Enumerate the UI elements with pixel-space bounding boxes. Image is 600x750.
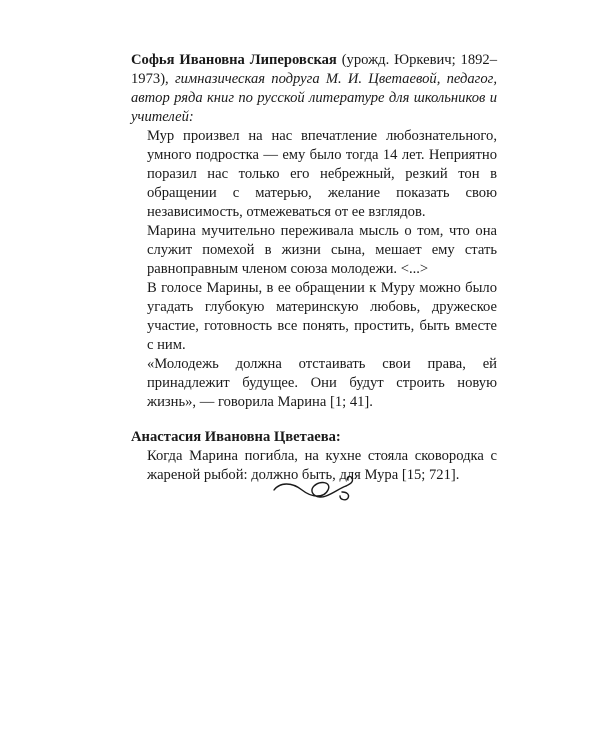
author-name: Анастасия Ивановна Цветаева: — [131, 429, 341, 445]
entry-body — [131, 127, 497, 412]
author-name: Софья Ивановна Липеровская — [131, 52, 337, 68]
author-dates: (урожд. Юркевич; 1892–1973), — [131, 52, 498, 87]
author-bio: гимназическая подруга М. И. Цветаевой, педагог, автор ряда книг по русской литературе для школьников и учителей: — [131, 71, 497, 125]
entry-heading — [131, 428, 497, 447]
flourish-ornament-icon — [270, 470, 360, 506]
document-page — [131, 51, 497, 485]
entry-liperovskaya — [131, 51, 497, 412]
paragraph: Когда Марина погибла, на кухне стояла сковородка с жареной рыбой: должно быть, для Мура [15; 721]. — [147, 448, 497, 483]
paragraph: В голосе Марины, в ее обращении к Муру можно было угадать глубокую материнскую любовь, дружеское участие, готовность все понять, простить, быть вместе с ним. — [147, 280, 497, 353]
paragraph: «Молодежь должна отстаивать свои права, ей принадлежит будущее. Они будут строить новую жизнь», — говорила Марина [1; 41]. — [147, 356, 497, 410]
entry-heading — [131, 51, 497, 127]
paragraph: Мур произвел на нас впечатление любознательного, умного подростка — ему было тогда 14 лет. Неприятно поразил нас только его небрежный, резкий тон в обращении с матерью, желание показать свою независимость, отмежеваться от ее взглядов. — [147, 128, 497, 220]
paragraph: Марина мучительно переживала мысль о том, что она служит помехой в жизни сына, мешает ему стать равноправным членом союза молодежи. <...> — [147, 223, 497, 277]
